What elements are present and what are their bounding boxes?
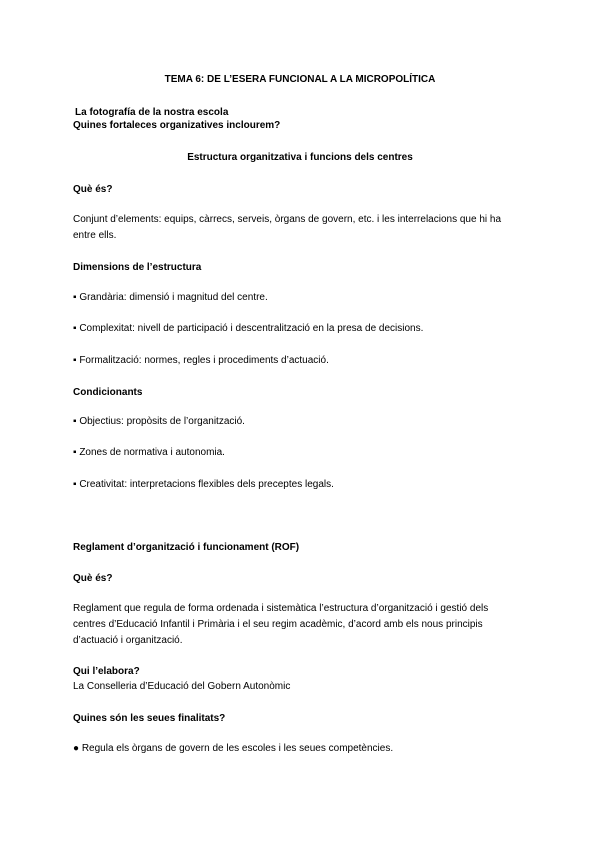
who-answer: La Conselleria d’Educació del Gobern Autonòmic <box>73 681 291 692</box>
dimension-item: ▪ Complexitat: nivell de participació i descentralització en la presa de decisions. <box>73 323 424 334</box>
condition-item: ▪ Creativitat: interpretacions flexibles dels preceptes legals. <box>73 479 334 490</box>
dimension-item: ▪ Grandària: dimensió i magnitud del centre. <box>73 292 268 303</box>
rof-definition-line: d’actuació i organització. <box>73 635 183 646</box>
rof-definition-line: centres d’Educació Infantil i Primària i el seu regim acadèmic, d’acord amb els nous principis <box>73 619 483 630</box>
dimension-item: ▪ Formalització: normes, regles i procediments d’actuació. <box>73 355 329 366</box>
photo-heading: La fotografía de la nostra escola <box>75 107 229 118</box>
structure-what-heading: Què és? <box>73 184 113 195</box>
structure-definition-line: Conjunt d’elements: equips, càrrecs, serveis, òrgans de govern, etc. i les interrelacions que hi ha <box>73 214 502 225</box>
question-heading: Quines fortaleces organizatives inclourem? <box>73 120 281 131</box>
rof-definition-line: Reglament que regula de forma ordenada i sistemàtica l’estructura d’organització i gestió dels <box>73 603 489 614</box>
structure-heading: Estructura organitzativa i funcions dels centres <box>187 152 413 163</box>
rof-what-heading: Què és? <box>73 573 113 584</box>
who-heading: Qui l’elabora? <box>73 666 140 677</box>
condition-item: ▪ Zones de normativa i autonomia. <box>73 447 225 458</box>
structure-definition-line: entre ells. <box>73 230 117 241</box>
page-title: TEMA 6: DE L’ESERA FUNCIONAL A LA MICROPOLÍTICA <box>164 74 436 85</box>
aim-item: ● Regula els òrgans de govern de les escoles i les seues competències. <box>73 743 394 754</box>
conditions-heading: Condicionants <box>73 387 143 398</box>
dimensions-heading: Dimensions de l’estructura <box>73 262 202 273</box>
condition-item: ▪ Objectius: propòsits de l’organització. <box>73 416 245 427</box>
rof-heading: Reglament d’organització i funcionament (ROF) <box>73 542 300 553</box>
aims-heading: Quines són les seues finalitats? <box>73 713 226 724</box>
